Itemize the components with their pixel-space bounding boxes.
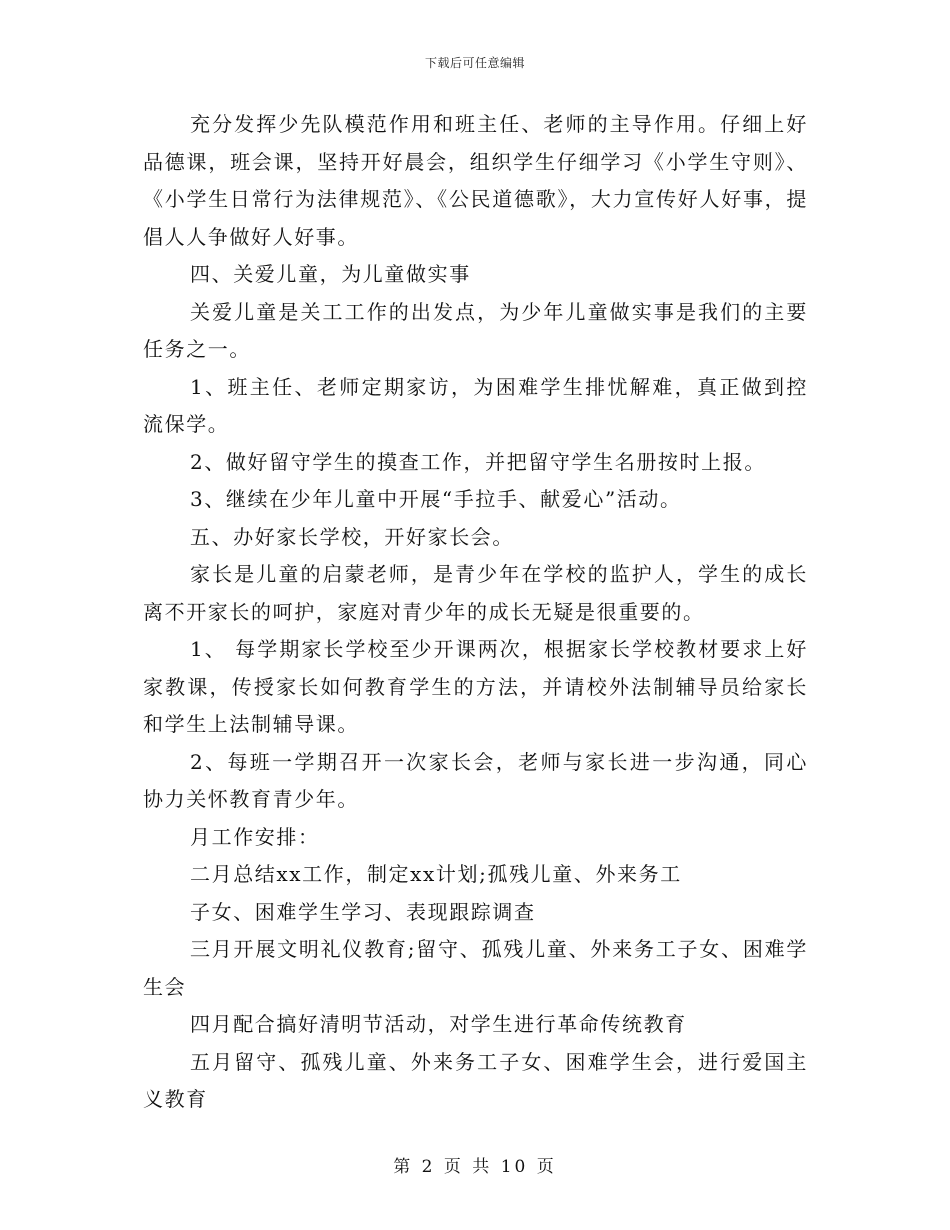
list-item-left-behind-survey: 2、做好留守学生的摸查工作，并把留守学生名册按时上报。 <box>190 449 766 474</box>
list-item-parent-classes: 1、 每学期家长学校至少开课两次，根据家长学校教材要求上好家教课，传授家长如何教育学生的方法，并请校外法制辅导员给家长和学生上法制辅导课。 <box>143 637 808 736</box>
page-header: 下载后可任意编辑 <box>424 56 525 70</box>
list-item-hand-in-hand: 3、继续在少年儿童中开展“手拉手、献爱心”活动。 <box>190 487 682 511</box>
section-heading-parent-school: 五、办好家长学校，开好家长会。 <box>190 524 514 549</box>
page-content <box>143 106 808 1119</box>
paragraph-parents-intro: 家长是儿童的启蒙老师，是青少年在学校的监护人，学生的成长离不开家长的呵护，家庭对青少年的成长无疑是很重要的。 <box>143 562 808 624</box>
month-april: 四月配合搞好清明节活动，对学生进行革命传统教育 <box>190 1012 687 1036</box>
paragraph-care-intro: 关爱儿童是关工工作的出发点，为少年儿童做实事是我们的主要任务之一。 <box>143 299 808 361</box>
footer-suffix: 页 <box>536 1157 557 1177</box>
section-heading-care-children: 四、关爱儿童，为儿童做实事 <box>190 262 471 286</box>
month-may: 五月留守、孤残儿童、外来务工子女、困难学生会，进行爱国主义教育 <box>143 1049 808 1111</box>
section-heading-monthly-plan: 月工作安排： <box>190 824 320 849</box>
list-item-parent-meetings: 2、每班一学期召开一次家长会，老师与家长进一步沟通，同心协力关怀教育青少年。 <box>143 749 808 811</box>
footer-prefix: 第 <box>393 1157 414 1177</box>
list-item-home-visits: 1、班主任、老师定期家访，为困难学生排忧解难，真正做到控流保学。 <box>143 374 808 436</box>
paragraph-role-model: 充分发挥少先队模范作用和班主任、老师的主导作用。仔细上好品德课，班会课，坚持开好晨会，组织学生仔细学习《小学生守则》、《小学生日常行为法律规范》、《公民道德歌》，大力宣传好人好事，提倡人人争做好人好事。 <box>143 112 808 249</box>
footer-total-pages: 10 <box>500 1157 529 1177</box>
page-footer <box>0 1152 950 1177</box>
footer-page-number: 2 <box>421 1157 436 1177</box>
month-march: 三月开展文明礼仪教育;留守、孤残儿童、外来务工子女、困难学生会 <box>143 937 808 999</box>
month-february-line-1: 二月总结xx工作，制定xx计划;孤残儿童、外来务工 <box>190 862 682 886</box>
month-february-line-2: 子女、困难学生学习、表现跟踪调查 <box>190 899 536 924</box>
footer-middle: 页 共 <box>443 1157 493 1177</box>
